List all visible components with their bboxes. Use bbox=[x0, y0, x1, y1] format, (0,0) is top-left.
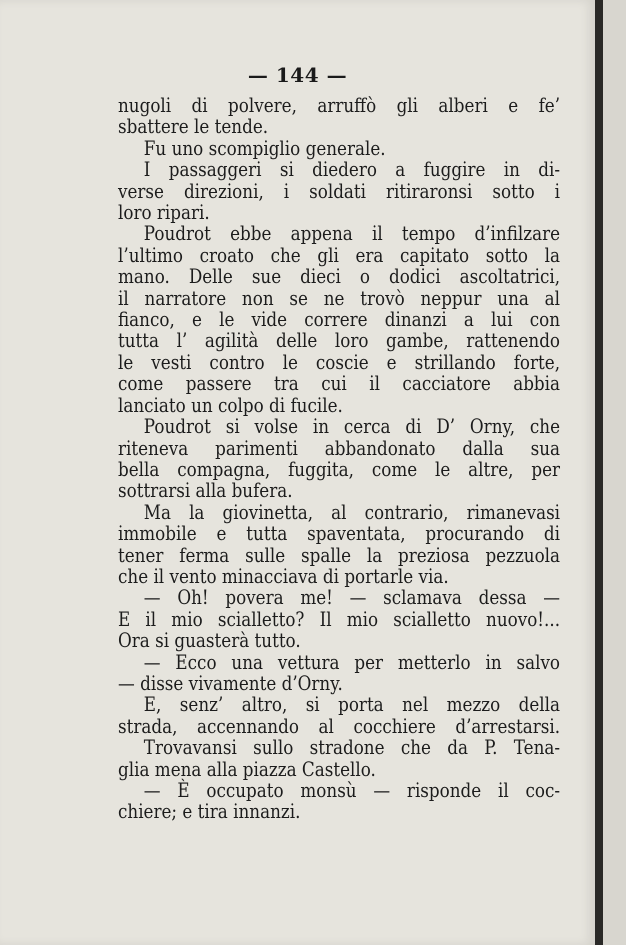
facing-page-edge bbox=[603, 0, 626, 945]
text-line: chiere; e tira innanzi. bbox=[118, 800, 301, 824]
text-line: le vesti contro le coscie e strillando forte, bbox=[118, 350, 561, 374]
text-line: Poudrot ebbe appena il tempo d’infilzare bbox=[143, 222, 561, 246]
text-line: Ma la giovinetta, al contrario, rimanevasi bbox=[143, 500, 561, 524]
text-line: che il vento minacciava di portarle via. bbox=[118, 564, 449, 588]
text-line: mano. Delle sue dieci o dodici ascoltatrici, bbox=[118, 265, 561, 289]
text-line: glia mena alla piazza Castello. bbox=[118, 757, 376, 781]
page-number: — 144 — bbox=[247, 63, 348, 87]
text-line: tener ferma sulle spalle la preziosa pezzuola bbox=[118, 543, 561, 567]
text-line: l’ultimo croato che gli era capitato sotto la bbox=[118, 243, 561, 267]
text-line: Trovavansi sullo stradone che da P. Tena- bbox=[143, 736, 561, 760]
text-line: sottrarsi alla bufera. bbox=[118, 479, 293, 503]
text-line: il narratore non se ne trovò neppur una al bbox=[118, 286, 561, 310]
text-line: I passaggeri si diedero a fuggire in di- bbox=[143, 158, 561, 182]
text-line: strada, accennando al cocchiere d’arrestarsi. bbox=[118, 714, 561, 738]
text-line: loro ripari. bbox=[118, 201, 210, 225]
text-line: fianco, e le vide correre dinanzi a lui con bbox=[118, 308, 561, 332]
book-gutter bbox=[595, 0, 603, 945]
text-line: Poudrot si volse in cerca di D’ Orny, che bbox=[143, 415, 561, 439]
text-line: riteneva parimenti abbandonato dalla sua bbox=[118, 436, 561, 460]
text-line: — Oh! povera me! — sclamava dessa — bbox=[143, 586, 561, 610]
text-line: — disse vivamente d’Orny. bbox=[118, 671, 343, 695]
text-line: lanciato un colpo di fucile. bbox=[118, 393, 343, 417]
text-line: bella compagna, fuggita, come le altre, per bbox=[118, 457, 561, 481]
text-line: verse direzioni, i soldati ritiraronsi sotto i bbox=[118, 179, 561, 203]
text-line: immobile e tutta spaventata, procurando di bbox=[118, 522, 561, 546]
text-line: — Ecco una vettura per metterlo in salvo bbox=[143, 650, 561, 674]
text-line: — È occupato monsù — risponde il coc- bbox=[143, 779, 561, 802]
text-line: tutta l’ agilità delle loro gambe, rattenendo bbox=[118, 329, 561, 353]
text-line: Ora si guasterà tutto. bbox=[118, 629, 301, 653]
text-line: E, senz’ altro, si porta nel mezzo della bbox=[143, 693, 561, 717]
body-text bbox=[118, 95, 560, 823]
text-line: come passere tra cui il cacciatore abbia bbox=[118, 372, 561, 396]
text-line: Fu uno scompiglio generale. bbox=[143, 136, 386, 160]
text-line: sbattere le tende. bbox=[118, 115, 269, 139]
text-line: E il mio scialletto? Il mio scialletto nuovo!... bbox=[118, 607, 561, 631]
text-line: nugoli di polvere, arruffò gli alberi e fe’ bbox=[118, 94, 561, 117]
